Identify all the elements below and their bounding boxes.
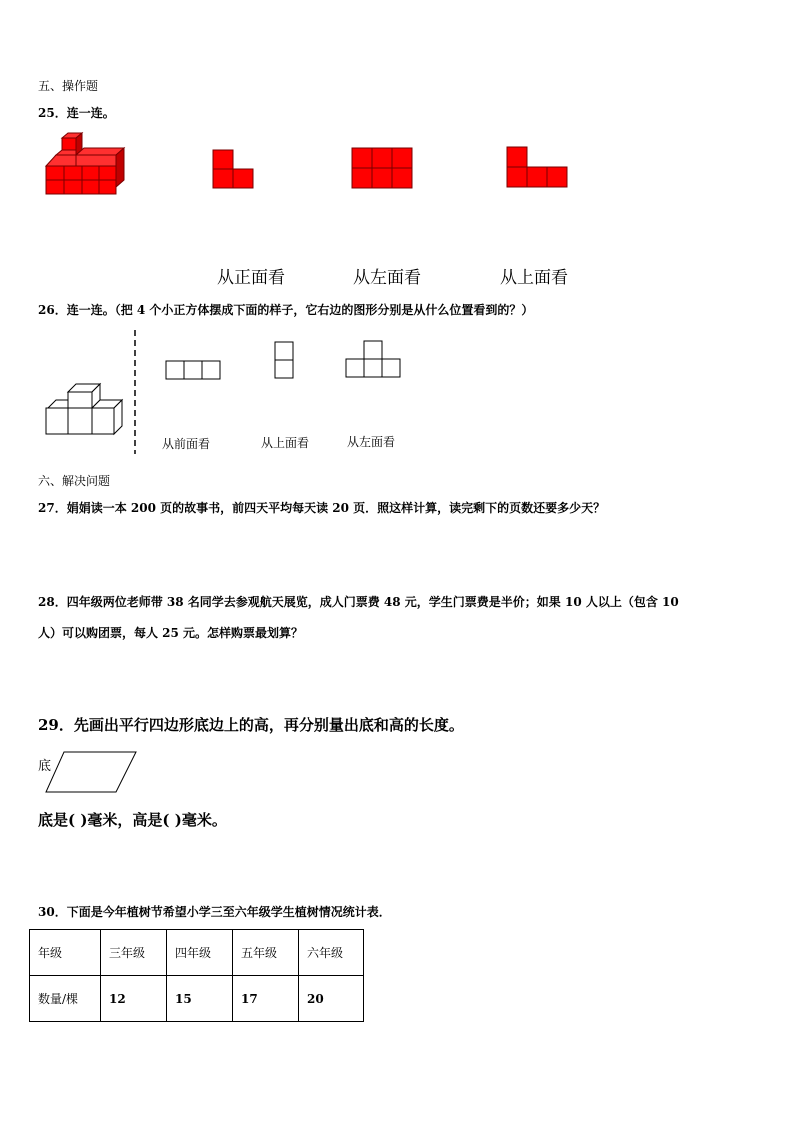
red-cube-solid xyxy=(44,136,126,198)
planting-stats-table xyxy=(29,929,364,1022)
label-top-view-26: 从上面看 xyxy=(261,436,310,450)
view-grid-shape xyxy=(351,147,415,191)
label-left-view-26: 从左面看 xyxy=(347,435,396,449)
table-cell: 年级 xyxy=(30,930,101,976)
question-28-line1: 28．四年级两位老师带 38 名同学去参观航天展览，成人门票费 48 元，学生门票费是半价；如果 10 人以上（包含 10 xyxy=(38,595,679,609)
table-cell: 20 xyxy=(299,976,364,1022)
cube-stack-outline xyxy=(44,378,126,440)
section-heading-6: 六、解决问题 xyxy=(38,474,111,488)
table-cell: 17 xyxy=(233,976,299,1022)
table-row xyxy=(30,976,364,1022)
view-three-row xyxy=(164,359,224,381)
table-cell: 12 xyxy=(101,976,167,1022)
view-long-l-shape xyxy=(506,146,570,190)
base-label: 底 xyxy=(38,759,52,774)
label-front-view: 从正面看 xyxy=(217,268,285,288)
parallelogram xyxy=(44,750,138,794)
table-cell: 三年级 xyxy=(101,930,167,976)
table-cell: 数量/棵 xyxy=(30,976,101,1022)
question-27-text: 27．娟娟读一本 200 页的故事书，前四天平均每天读 20 页．照这样计算，读完剩下的页数还要多少天？ xyxy=(38,501,606,515)
question-29-text: 29．先画出平行四边形底边上的高，再分别量出底和高的长度。 xyxy=(38,716,464,734)
section-heading-5: 五、操作题 xyxy=(38,79,99,93)
label-top-view: 从上面看 xyxy=(500,268,568,288)
table-cell: 15 xyxy=(167,976,233,1022)
question-26-title: 26．连一连。（把 4 个小正方体摆成下面的样子，它右边的图形分别是从什么位置看到的？） xyxy=(38,303,534,317)
view-l-shape xyxy=(212,148,256,192)
dashed-divider xyxy=(133,330,137,454)
question-29-answer-line: 底是( )毫米，高是( )毫米。 xyxy=(38,811,227,829)
label-left-view: 从左面看 xyxy=(353,268,421,288)
question-25-title: 25．连一连。 xyxy=(38,106,115,120)
label-front-view-26: 从前面看 xyxy=(162,437,211,451)
table-header-row xyxy=(30,930,364,976)
question-30-text: 30．下面是今年植树节希望小学三至六年级学生植树情况统计表． xyxy=(38,905,391,919)
table-cell: 六年级 xyxy=(299,930,364,976)
view-t-shape xyxy=(344,339,404,381)
table-cell: 五年级 xyxy=(233,930,299,976)
table-cell: 四年级 xyxy=(167,930,233,976)
view-two-column xyxy=(273,340,297,382)
question-28-line2: 人）可以购团票，每人 25 元。怎样购票最划算？ xyxy=(38,626,304,640)
